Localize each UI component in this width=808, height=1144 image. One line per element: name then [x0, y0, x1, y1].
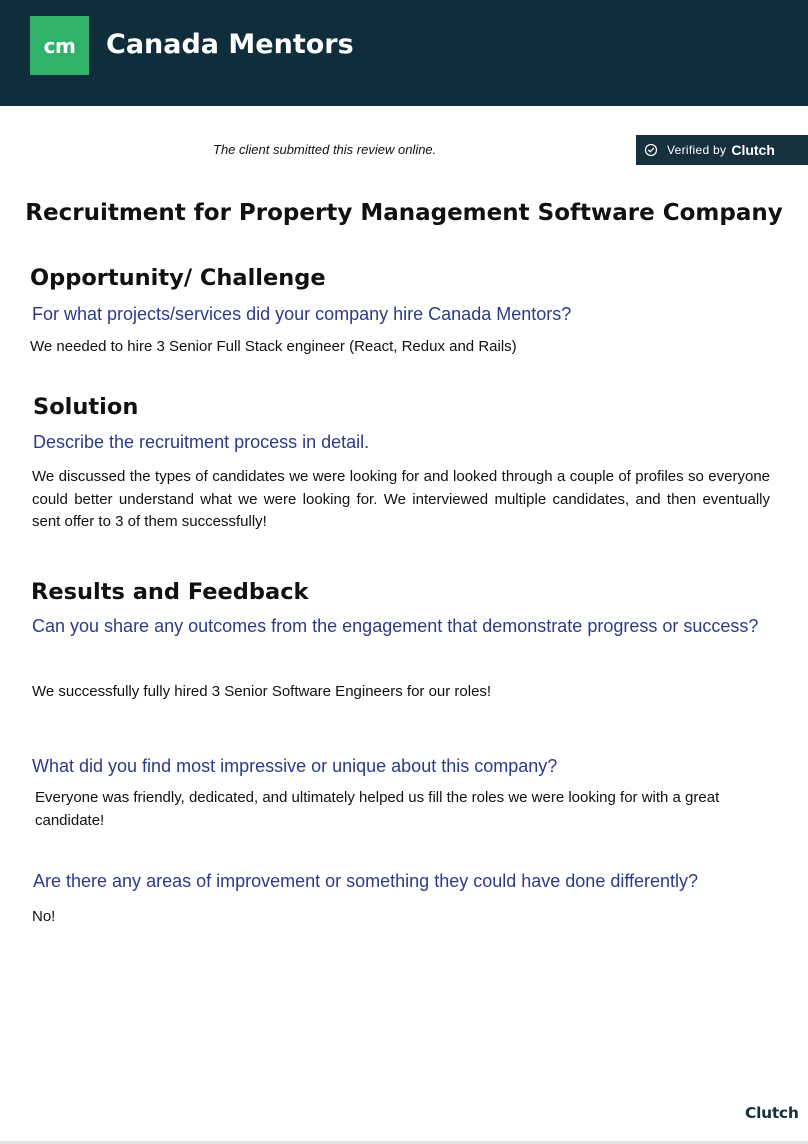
question-improvement: Are there any areas of improvement or something they could have done differently?	[33, 871, 699, 891]
clutch-logo: Clutch	[745, 1104, 799, 1122]
verified-badge[interactable]	[636, 135, 808, 165]
company-logo	[30, 16, 89, 75]
section-heading-results: Results and Feedback	[31, 579, 309, 605]
answer-impressive: Everyone was friendly, dedicated, and ultimately helped us fill the roles we were looking for with a great candidate!	[35, 789, 720, 829]
verified-brand: Clutch	[731, 142, 775, 158]
submitted-note: The client submitted this review online.	[213, 142, 437, 157]
question-process: Describe the recruitment process in detail.	[33, 432, 370, 452]
verified-label: Verified by	[667, 143, 727, 157]
answer-process: We discussed the types of candidates we were looking for and looked through a couple of profiles so everyone could better understand what we were looking for. We interviewed multiple candidates, and then eventually sent offer to 3 of them successfully!	[32, 468, 770, 530]
check-circle-icon	[644, 143, 658, 157]
answer-projects: We needed to hire 3 Senior Full Stack engineer (React, Redux and Rails)	[30, 338, 517, 355]
logo-text: cm	[43, 33, 76, 58]
answer-outcomes: We successfully fully hired 3 Senior Software Engineers for our roles!	[32, 683, 492, 700]
section-heading-challenge: Opportunity/ Challenge	[30, 265, 326, 291]
section-heading-solution: Solution	[33, 394, 139, 420]
answer-improvement: No!	[32, 908, 56, 925]
question-outcomes: Can you share any outcomes from the engagement that demonstrate progress or success?	[32, 616, 759, 636]
question-projects: For what projects/services did your company hire Canada Mentors?	[32, 304, 572, 324]
review-title: Recruitment for Property Management Software Company	[25, 200, 783, 226]
company-name: Canada Mentors	[106, 29, 354, 60]
header-bar	[0, 0, 808, 106]
question-impressive: What did you find most impressive or unique about this company?	[32, 756, 558, 776]
